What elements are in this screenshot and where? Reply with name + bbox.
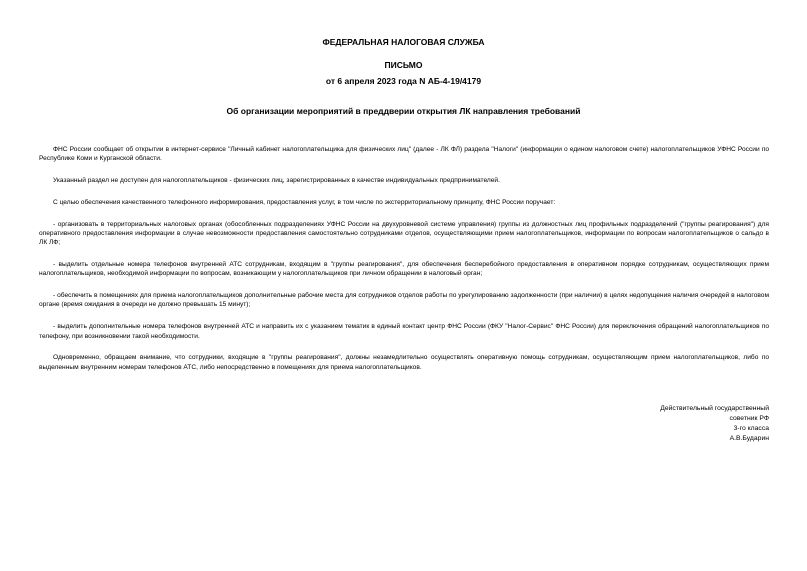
signature-block (660, 404, 769, 444)
paragraph: - обеспечить в помещениях для приема налогоплательщиков дополнительные рабочие места для сотрудников отделов работы по урегулированию задолженности (при наличии) в целях недопущения наличия очередей в налоговом органе (время ожидания в очереди не должно превышать 15 минут); (39, 292, 769, 309)
signer-title-line2: советник РФ (729, 415, 769, 422)
paragraph: Указанный раздел не доступен для налогоплательщиков - физических лиц, зарегистрированных в качестве индивидуальных предпринимателей. (53, 177, 500, 185)
paragraph: - выделить дополнительные номера телефонов внутренней АТС и направить их с указанием тематик в единый контакт центр ФНС России (ФКУ "Налог-Сервис" ФНС России) для переключения обращений налогоплательщиков по телефону, при возникновении такой необходимости. (39, 323, 769, 340)
document-body (39, 145, 769, 384)
paragraph: С целью обеспечения качественного телефонного информирования, предоставления услуг, в том числе по экстерриториальному принципу, ФНС России поручает: (53, 198, 556, 206)
paragraph: Одновременно, обращаем внимание, что сотрудники, входящие в "группы реагирования", должны незамедлительно осуществлять оперативную помощь сотрудникам, осуществляющим прием налогоплательщиков, либо по выделенным внутренним номерам телефонов АТС, либо непосредственно в помещениях для приема налогоплательщиков. (39, 354, 769, 371)
paragraph: - организовать в территориальных налоговых органах (обособленных подразделениях УФНС России на двухуровневой системе управления) группы из должностных лиц профильных подразделений ("группы реагирования") для оперативного предоставления информации в случае невозможности предоставления самостоятельно сотрудниками отделов, осуществляющими прием налогоплательщиков, информации по вопросам налогоплательщиков о сальдо в ЛК ЛФ; (39, 220, 769, 247)
paragraph: ФНС России сообщает об открытии в интернет-сервисе "Личный кабинет налогоплательщика для физических лиц" (далее - ЛК ФЛ) раздела "Налоги" (информации о едином налоговом счете) налогоплательщиков УФНС России по Республике Коми и Курганской области. (39, 146, 769, 163)
paragraph: - выделить отдельные номера телефонов внутренней АТС сотрудникам, входящим в "группы реагирования", для обеспечения бесперебойного предоставления в оперативном порядке сотрудникам, осуществляющих прием налогоплательщиков, необходимой информации по вопросам, возникающим у налогоплательщиков при личном обращении в налоговый орган; (39, 261, 769, 278)
signer-name: А.В.Бударин (729, 435, 769, 442)
document-subject: Об организации мероприятий в преддверии открытия ЛК направления требований (226, 106, 581, 116)
document-date-number: от 6 апреля 2023 года N АБ-4-19/4179 (325, 76, 482, 86)
signer-title-line3: 3-го класса (733, 425, 769, 432)
agency-name: ФЕДЕРАЛЬНАЯ НАЛОГОВАЯ СЛУЖБА (322, 37, 485, 47)
signer-title-line1: Действительный государственный (660, 405, 769, 412)
document-type: ПИСЬМО (384, 60, 423, 70)
